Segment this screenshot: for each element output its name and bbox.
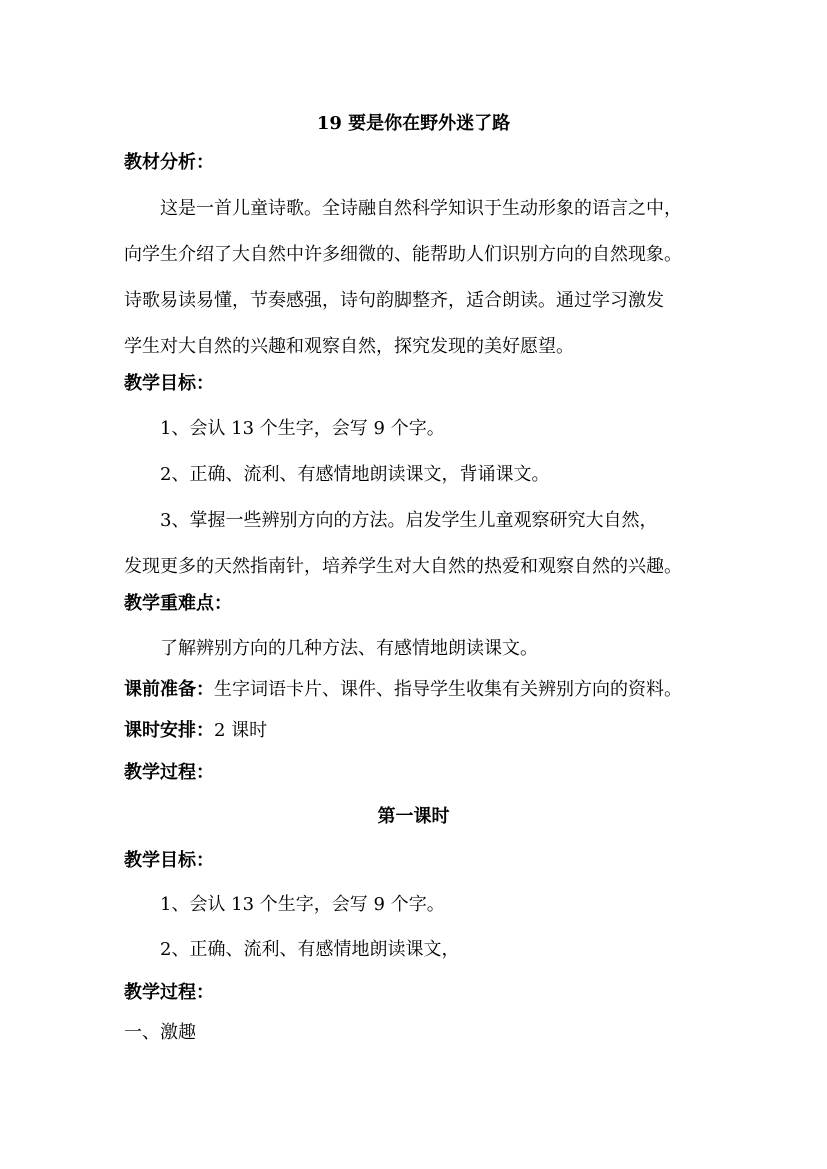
prep-text: 生字词语卡片、课件、指导学生收集有关辨别方向的资料。 — [214, 679, 682, 700]
analysis-line-4: 学生对大自然的兴趣和观察自然，探究发现的美好愿望。 — [124, 336, 574, 357]
analysis-heading: 教材分析： — [124, 152, 214, 173]
goal-item-2: 2、正确、流利、有感情地朗读课文，背诵课文。 — [160, 464, 550, 485]
lesson1-process-heading: 教学过程： — [124, 982, 214, 1003]
lesson1-step-1: 一、激趣 — [124, 1022, 196, 1043]
page-title: 19 要是你在野外迷了路 — [316, 113, 511, 134]
schedule-label: 课时安排： — [124, 720, 214, 741]
goal-item-3-continuation: 发现更多的天然指南针，培养学生对大自然的热爱和观察自然的兴趣。 — [124, 556, 682, 577]
lesson1-goal-1: 1、会认 13 个生字，会写 9 个字。 — [160, 894, 445, 915]
goal-item-1: 1、会认 13 个生字，会写 9 个字。 — [160, 418, 445, 439]
lesson1-title: 第一课时 — [377, 806, 450, 827]
schedule-text: 2 课时 — [214, 720, 268, 741]
prep-line — [124, 678, 682, 702]
lesson1-goals-heading: 教学目标： — [124, 850, 214, 871]
analysis-line-2: 向学生介绍了大自然中许多细微的、能帮助人们识别方向的自然现象。 — [124, 244, 682, 265]
key-points-heading: 教学重难点： — [124, 593, 232, 614]
analysis-line-1: 这是一首儿童诗歌。全诗融自然科学知识于生动形象的语言之中， — [160, 198, 682, 219]
lesson1-goal-2: 2、正确、流利、有感情地朗读课文， — [160, 939, 460, 960]
goals-heading: 教学目标： — [124, 373, 214, 394]
schedule-line — [124, 719, 267, 743]
process-heading: 教学过程： — [124, 762, 214, 783]
analysis-line-3: 诗歌易读易懂，节奏感强，诗句韵脚整齐，适合朗读。通过学习激发 — [124, 290, 664, 311]
goal-item-3: 3、掌握一些辨别方向的方法。启发学生儿童观察研究大自然， — [160, 510, 658, 531]
prep-label: 课前准备： — [124, 679, 214, 700]
key-points-text: 了解辨别方向的几种方法、有感情地朗读课文。 — [160, 638, 538, 659]
